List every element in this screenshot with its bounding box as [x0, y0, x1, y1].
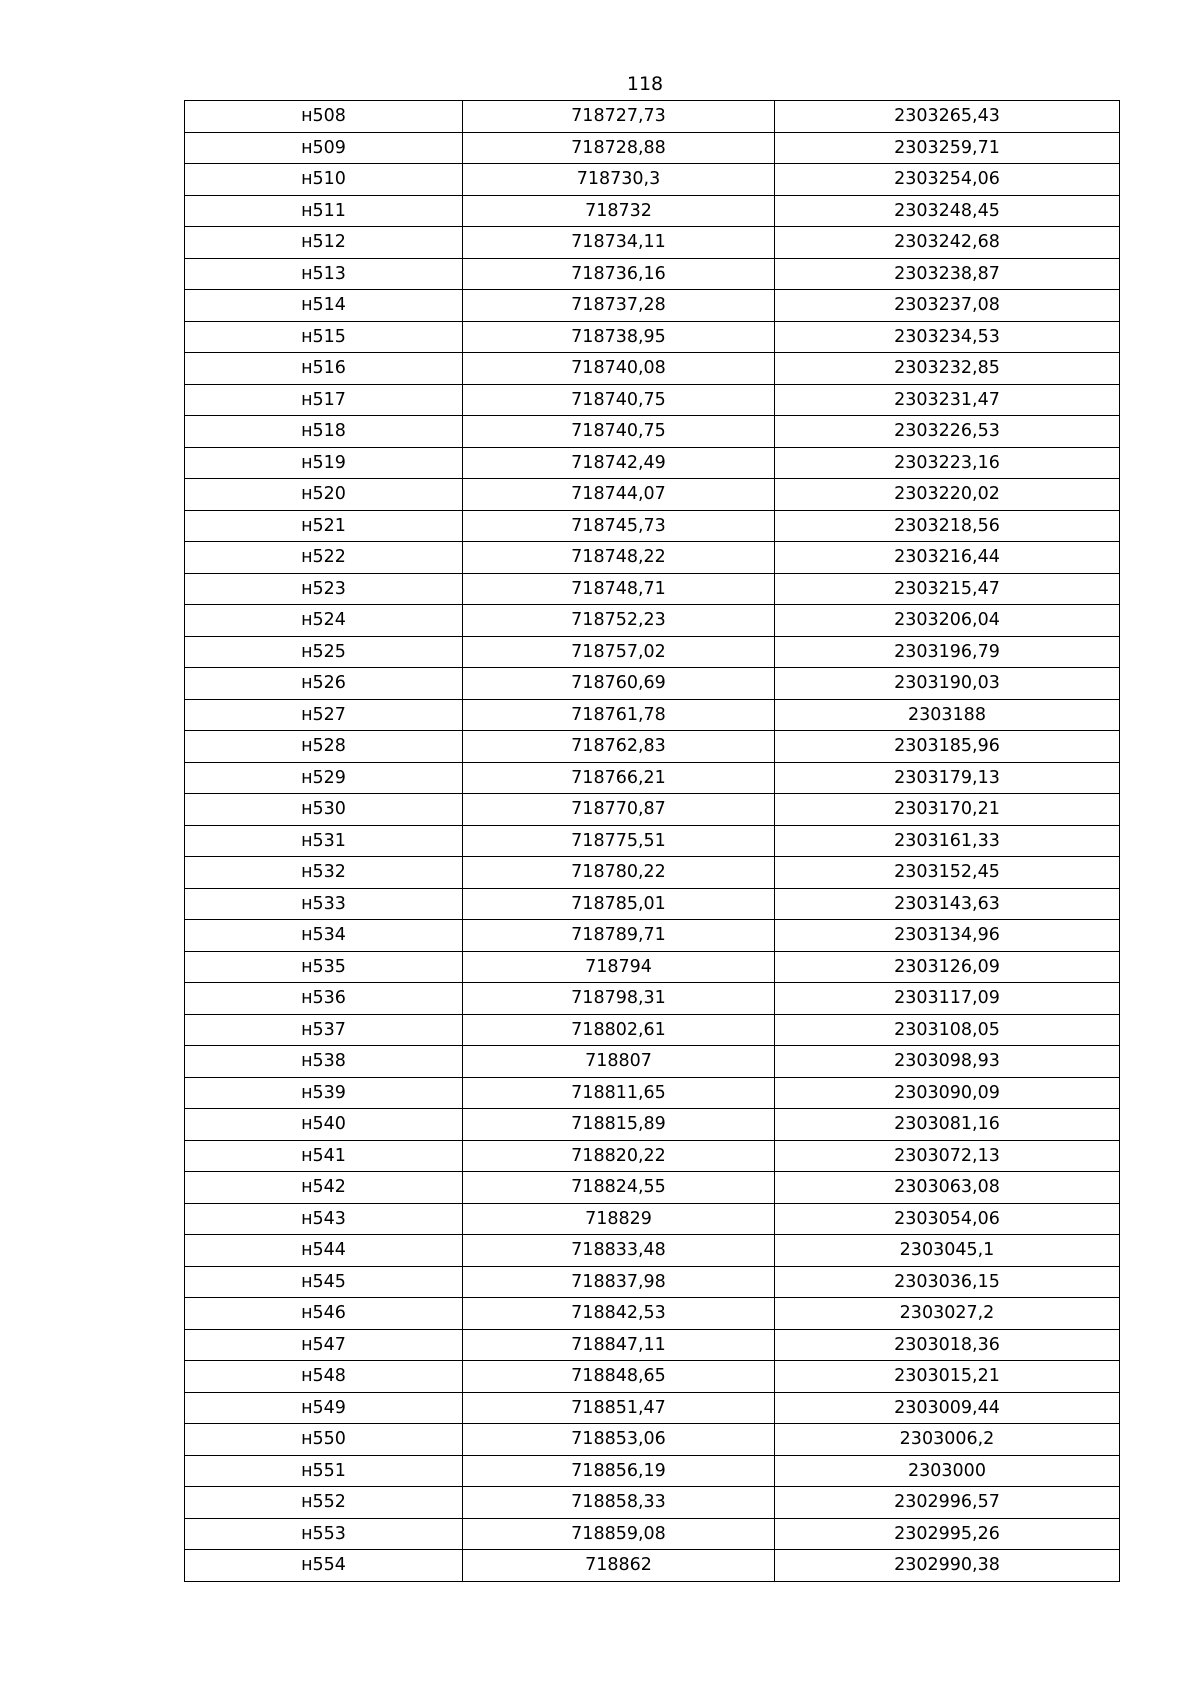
point-id-cell: н522	[185, 542, 463, 574]
table-row	[185, 195, 1120, 227]
coordinates-table	[184, 100, 1120, 1582]
x-coordinate-cell: 718837,98	[463, 1266, 775, 1298]
point-id-cell: н537	[185, 1014, 463, 1046]
x-coordinate-cell: 718740,08	[463, 353, 775, 385]
x-coordinate-cell: 718730,3	[463, 164, 775, 196]
y-coordinate-cell: 2303223,16	[775, 447, 1120, 479]
y-coordinate-cell: 2303015,21	[775, 1361, 1120, 1393]
table-row	[185, 1266, 1120, 1298]
point-id-cell: н541	[185, 1140, 463, 1172]
table-row	[185, 384, 1120, 416]
x-coordinate-cell: 718775,51	[463, 825, 775, 857]
point-id-cell: н531	[185, 825, 463, 857]
x-coordinate-cell: 718807	[463, 1046, 775, 1078]
x-coordinate-cell: 718732	[463, 195, 775, 227]
table-row	[185, 479, 1120, 511]
table-row	[185, 1392, 1120, 1424]
point-id-cell: н546	[185, 1298, 463, 1330]
table-row	[185, 1203, 1120, 1235]
table-row	[185, 951, 1120, 983]
y-coordinate-cell: 2303248,45	[775, 195, 1120, 227]
point-id-cell: н524	[185, 605, 463, 637]
table-row	[185, 321, 1120, 353]
table-row	[185, 1077, 1120, 1109]
point-id-cell: н553	[185, 1518, 463, 1550]
y-coordinate-cell: 2303098,93	[775, 1046, 1120, 1078]
y-coordinate-cell: 2303259,71	[775, 132, 1120, 164]
coordinates-table-body	[185, 101, 1120, 1582]
table-row	[185, 699, 1120, 731]
x-coordinate-cell: 718770,87	[463, 794, 775, 826]
y-coordinate-cell: 2303090,09	[775, 1077, 1120, 1109]
table-row	[185, 227, 1120, 259]
point-id-cell: н540	[185, 1109, 463, 1141]
y-coordinate-cell: 2303170,21	[775, 794, 1120, 826]
x-coordinate-cell: 718745,73	[463, 510, 775, 542]
table-row	[185, 1046, 1120, 1078]
y-coordinate-cell: 2303232,85	[775, 353, 1120, 385]
point-id-cell: н508	[185, 101, 463, 133]
point-id-cell: н551	[185, 1455, 463, 1487]
point-id-cell: н532	[185, 857, 463, 889]
y-coordinate-cell: 2303027,2	[775, 1298, 1120, 1330]
x-coordinate-cell: 718785,01	[463, 888, 775, 920]
point-id-cell: н510	[185, 164, 463, 196]
y-coordinate-cell: 2303185,96	[775, 731, 1120, 763]
x-coordinate-cell: 718862	[463, 1550, 775, 1582]
y-coordinate-cell: 2303196,79	[775, 636, 1120, 668]
y-coordinate-cell: 2303108,05	[775, 1014, 1120, 1046]
x-coordinate-cell: 718824,55	[463, 1172, 775, 1204]
x-coordinate-cell: 718760,69	[463, 668, 775, 700]
table-row	[185, 636, 1120, 668]
point-id-cell: н529	[185, 762, 463, 794]
y-coordinate-cell: 2302996,57	[775, 1487, 1120, 1519]
table-row	[185, 1172, 1120, 1204]
y-coordinate-cell: 2303216,44	[775, 542, 1120, 574]
table-row	[185, 290, 1120, 322]
y-coordinate-cell: 2303161,33	[775, 825, 1120, 857]
point-id-cell: н530	[185, 794, 463, 826]
y-coordinate-cell: 2303237,08	[775, 290, 1120, 322]
table-row	[185, 731, 1120, 763]
point-id-cell: н520	[185, 479, 463, 511]
table-row	[185, 416, 1120, 448]
table-row	[185, 762, 1120, 794]
table-row	[185, 353, 1120, 385]
y-coordinate-cell: 2303254,06	[775, 164, 1120, 196]
table-row	[185, 1361, 1120, 1393]
point-id-cell: н554	[185, 1550, 463, 1582]
x-coordinate-cell: 718820,22	[463, 1140, 775, 1172]
point-id-cell: н542	[185, 1172, 463, 1204]
x-coordinate-cell: 718736,16	[463, 258, 775, 290]
x-coordinate-cell: 718802,61	[463, 1014, 775, 1046]
table-row	[185, 510, 1120, 542]
point-id-cell: н521	[185, 510, 463, 542]
x-coordinate-cell: 718859,08	[463, 1518, 775, 1550]
y-coordinate-cell: 2303265,43	[775, 101, 1120, 133]
table-row	[185, 1109, 1120, 1141]
y-coordinate-cell: 2303126,09	[775, 951, 1120, 983]
y-coordinate-cell: 2303000	[775, 1455, 1120, 1487]
point-id-cell: н517	[185, 384, 463, 416]
table-row	[185, 605, 1120, 637]
x-coordinate-cell: 718829	[463, 1203, 775, 1235]
x-coordinate-cell: 718740,75	[463, 416, 775, 448]
table-row	[185, 1424, 1120, 1456]
y-coordinate-cell: 2303054,06	[775, 1203, 1120, 1235]
table-row	[185, 920, 1120, 952]
point-id-cell: н548	[185, 1361, 463, 1393]
point-id-cell: н544	[185, 1235, 463, 1267]
page-number: 118	[626, 73, 664, 95]
x-coordinate-cell: 718858,33	[463, 1487, 775, 1519]
y-coordinate-cell: 2303018,36	[775, 1329, 1120, 1361]
point-id-cell: н547	[185, 1329, 463, 1361]
table-row	[185, 542, 1120, 574]
point-id-cell: н534	[185, 920, 463, 952]
x-coordinate-cell: 718727,73	[463, 101, 775, 133]
x-coordinate-cell: 718737,28	[463, 290, 775, 322]
y-coordinate-cell: 2303036,15	[775, 1266, 1120, 1298]
point-id-cell: н527	[185, 699, 463, 731]
table-row	[185, 825, 1120, 857]
point-id-cell: н550	[185, 1424, 463, 1456]
x-coordinate-cell: 718780,22	[463, 857, 775, 889]
table-row	[185, 1550, 1120, 1582]
x-coordinate-cell: 718789,71	[463, 920, 775, 952]
table-row	[185, 132, 1120, 164]
table-row	[185, 794, 1120, 826]
y-coordinate-cell: 2303006,2	[775, 1424, 1120, 1456]
x-coordinate-cell: 718738,95	[463, 321, 775, 353]
x-coordinate-cell: 718748,22	[463, 542, 775, 574]
x-coordinate-cell: 718728,88	[463, 132, 775, 164]
point-id-cell: н538	[185, 1046, 463, 1078]
table-row	[185, 1235, 1120, 1267]
y-coordinate-cell: 2303220,02	[775, 479, 1120, 511]
table-row	[185, 1140, 1120, 1172]
point-id-cell: н539	[185, 1077, 463, 1109]
y-coordinate-cell: 2303188	[775, 699, 1120, 731]
x-coordinate-cell: 718853,06	[463, 1424, 775, 1456]
y-coordinate-cell: 2303215,47	[775, 573, 1120, 605]
y-coordinate-cell: 2303238,87	[775, 258, 1120, 290]
point-id-cell: н511	[185, 195, 463, 227]
point-id-cell: н533	[185, 888, 463, 920]
y-coordinate-cell: 2303143,63	[775, 888, 1120, 920]
table-row	[185, 1455, 1120, 1487]
y-coordinate-cell: 2303179,13	[775, 762, 1120, 794]
x-coordinate-cell: 718815,89	[463, 1109, 775, 1141]
x-coordinate-cell: 718740,75	[463, 384, 775, 416]
x-coordinate-cell: 718811,65	[463, 1077, 775, 1109]
table-row	[185, 447, 1120, 479]
point-id-cell: н545	[185, 1266, 463, 1298]
point-id-cell: н523	[185, 573, 463, 605]
table-row	[185, 573, 1120, 605]
point-id-cell: н509	[185, 132, 463, 164]
x-coordinate-cell: 718762,83	[463, 731, 775, 763]
x-coordinate-cell: 718848,65	[463, 1361, 775, 1393]
y-coordinate-cell: 2302990,38	[775, 1550, 1120, 1582]
point-id-cell: н513	[185, 258, 463, 290]
point-id-cell: н536	[185, 983, 463, 1015]
y-coordinate-cell: 2303190,03	[775, 668, 1120, 700]
point-id-cell: н552	[185, 1487, 463, 1519]
y-coordinate-cell: 2303134,96	[775, 920, 1120, 952]
point-id-cell: н528	[185, 731, 463, 763]
x-coordinate-cell: 718851,47	[463, 1392, 775, 1424]
x-coordinate-cell: 718734,11	[463, 227, 775, 259]
table-row	[185, 258, 1120, 290]
x-coordinate-cell: 718766,21	[463, 762, 775, 794]
x-coordinate-cell: 718794	[463, 951, 775, 983]
table-row	[185, 101, 1120, 133]
x-coordinate-cell: 718847,11	[463, 1329, 775, 1361]
table-row	[185, 1014, 1120, 1046]
table-row	[185, 857, 1120, 889]
y-coordinate-cell: 2303206,04	[775, 605, 1120, 637]
table-row	[185, 983, 1120, 1015]
x-coordinate-cell: 718798,31	[463, 983, 775, 1015]
point-id-cell: н549	[185, 1392, 463, 1424]
table-row	[185, 1518, 1120, 1550]
y-coordinate-cell: 2303242,68	[775, 227, 1120, 259]
point-id-cell: н519	[185, 447, 463, 479]
table-row	[185, 888, 1120, 920]
x-coordinate-cell: 718757,02	[463, 636, 775, 668]
y-coordinate-cell: 2303152,45	[775, 857, 1120, 889]
y-coordinate-cell: 2303063,08	[775, 1172, 1120, 1204]
point-id-cell: н526	[185, 668, 463, 700]
x-coordinate-cell: 718752,23	[463, 605, 775, 637]
x-coordinate-cell: 718744,07	[463, 479, 775, 511]
y-coordinate-cell: 2303117,09	[775, 983, 1120, 1015]
point-id-cell: н512	[185, 227, 463, 259]
x-coordinate-cell: 718842,53	[463, 1298, 775, 1330]
x-coordinate-cell: 718856,19	[463, 1455, 775, 1487]
point-id-cell: н535	[185, 951, 463, 983]
y-coordinate-cell: 2303231,47	[775, 384, 1120, 416]
y-coordinate-cell: 2303045,1	[775, 1235, 1120, 1267]
x-coordinate-cell: 718761,78	[463, 699, 775, 731]
point-id-cell: н525	[185, 636, 463, 668]
y-coordinate-cell: 2303072,13	[775, 1140, 1120, 1172]
table-row	[185, 668, 1120, 700]
y-coordinate-cell: 2303234,53	[775, 321, 1120, 353]
x-coordinate-cell: 718742,49	[463, 447, 775, 479]
table-row	[185, 164, 1120, 196]
y-coordinate-cell: 2303226,53	[775, 416, 1120, 448]
table-row	[185, 1487, 1120, 1519]
y-coordinate-cell: 2303218,56	[775, 510, 1120, 542]
table-row	[185, 1329, 1120, 1361]
point-id-cell: н514	[185, 290, 463, 322]
y-coordinate-cell: 2302995,26	[775, 1518, 1120, 1550]
x-coordinate-cell: 718833,48	[463, 1235, 775, 1267]
y-coordinate-cell: 2303009,44	[775, 1392, 1120, 1424]
point-id-cell: н543	[185, 1203, 463, 1235]
table-row	[185, 1298, 1120, 1330]
x-coordinate-cell: 718748,71	[463, 573, 775, 605]
point-id-cell: н518	[185, 416, 463, 448]
y-coordinate-cell: 2303081,16	[775, 1109, 1120, 1141]
point-id-cell: н515	[185, 321, 463, 353]
point-id-cell: н516	[185, 353, 463, 385]
